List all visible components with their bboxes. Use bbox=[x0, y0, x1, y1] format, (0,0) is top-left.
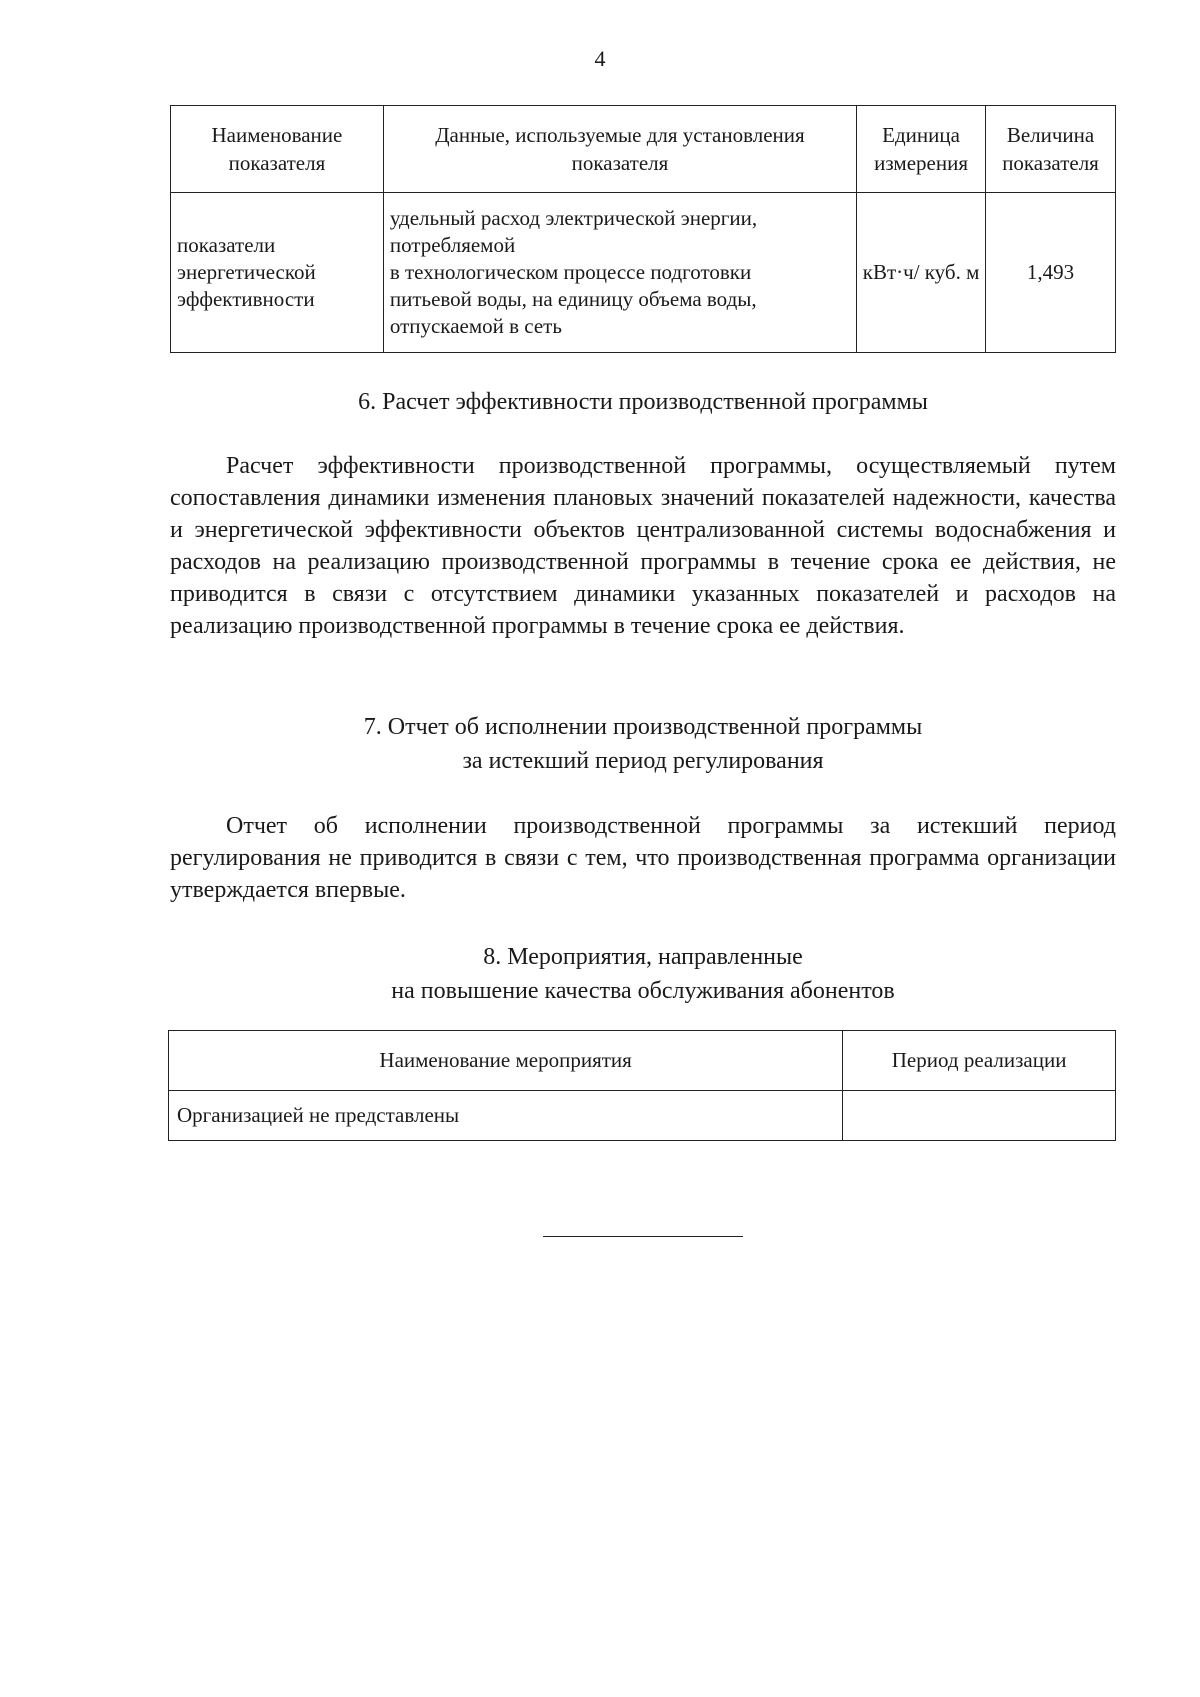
indicator-table bbox=[170, 105, 1116, 353]
section-7-paragraph: Отчет об исполнении производственной программы за истекший период регулирования не приводится в связи с тем, что производственная программа организации утверждается впервые. bbox=[170, 813, 1116, 903]
section-8-heading-line-2: на повышение качества обслуживания абонентов bbox=[391, 978, 895, 1004]
header-indicator-data: Данные, используемые для установления показателя bbox=[383, 106, 856, 193]
end-divider bbox=[543, 1236, 743, 1237]
indicator-data-line: удельный расход электрической энергии, bbox=[389, 206, 758, 230]
header-measure-name: Наименование мероприятия bbox=[169, 1031, 843, 1091]
indicator-data-line: отпускаемой в сеть bbox=[389, 314, 562, 338]
section-8-heading-line-1: 8. Мероприятия, направленные bbox=[483, 944, 803, 970]
indicator-data-line: в технологическом процессе подготовки bbox=[389, 260, 752, 284]
section-8-heading bbox=[170, 940, 1116, 1008]
indicator-data-cell bbox=[383, 193, 856, 353]
section-7-heading-line-1: 7. Отчет об исполнении производственной программы bbox=[363, 714, 923, 740]
page-number: 4 bbox=[594, 46, 606, 71]
indicator-data-line: питьевой воды, на единицу объема воды, bbox=[389, 287, 757, 311]
unit-cell: кВт·ч/ куб. м bbox=[857, 193, 986, 353]
section-6-heading: 6. Расчет эффективности производственной программы bbox=[358, 389, 928, 415]
header-value: Величина показателя bbox=[986, 106, 1116, 193]
value-cell: 1,493 bbox=[986, 193, 1116, 353]
indicator-data-line: потребляемой bbox=[389, 233, 516, 257]
header-period: Период реализации bbox=[843, 1031, 1116, 1091]
measure-name-cell: Организацией не представлены bbox=[169, 1091, 843, 1141]
header-unit: Единица измерения bbox=[857, 106, 986, 193]
section-7-heading bbox=[170, 710, 1116, 778]
section-7-heading-line-2: за истекший период регулирования bbox=[462, 748, 824, 774]
indicator-name-cell: показатели энергетической эффективности bbox=[171, 193, 384, 353]
section-6-paragraph: Расчет эффективности производственной программы, осуществляемый путем сопоставления динамики изменения плановых значений показателей надежности, качества и энергетической эффективности объектов централизованной системы водоснабжения и расходов на реализацию производственной программы в течение срока ее действия, не приводится в связи с отсутствием динамики указанных показателей и расходов на реализацию производственной программы в течение срока ее действия. bbox=[170, 453, 1116, 639]
header-indicator-name: Наименование показателя bbox=[171, 106, 384, 193]
measures-table-header bbox=[169, 1031, 1116, 1091]
indicator-table-header bbox=[171, 106, 1116, 193]
measures-table bbox=[168, 1030, 1116, 1141]
table-row bbox=[171, 193, 1116, 353]
table-row bbox=[169, 1091, 1116, 1141]
period-cell bbox=[843, 1091, 1116, 1141]
